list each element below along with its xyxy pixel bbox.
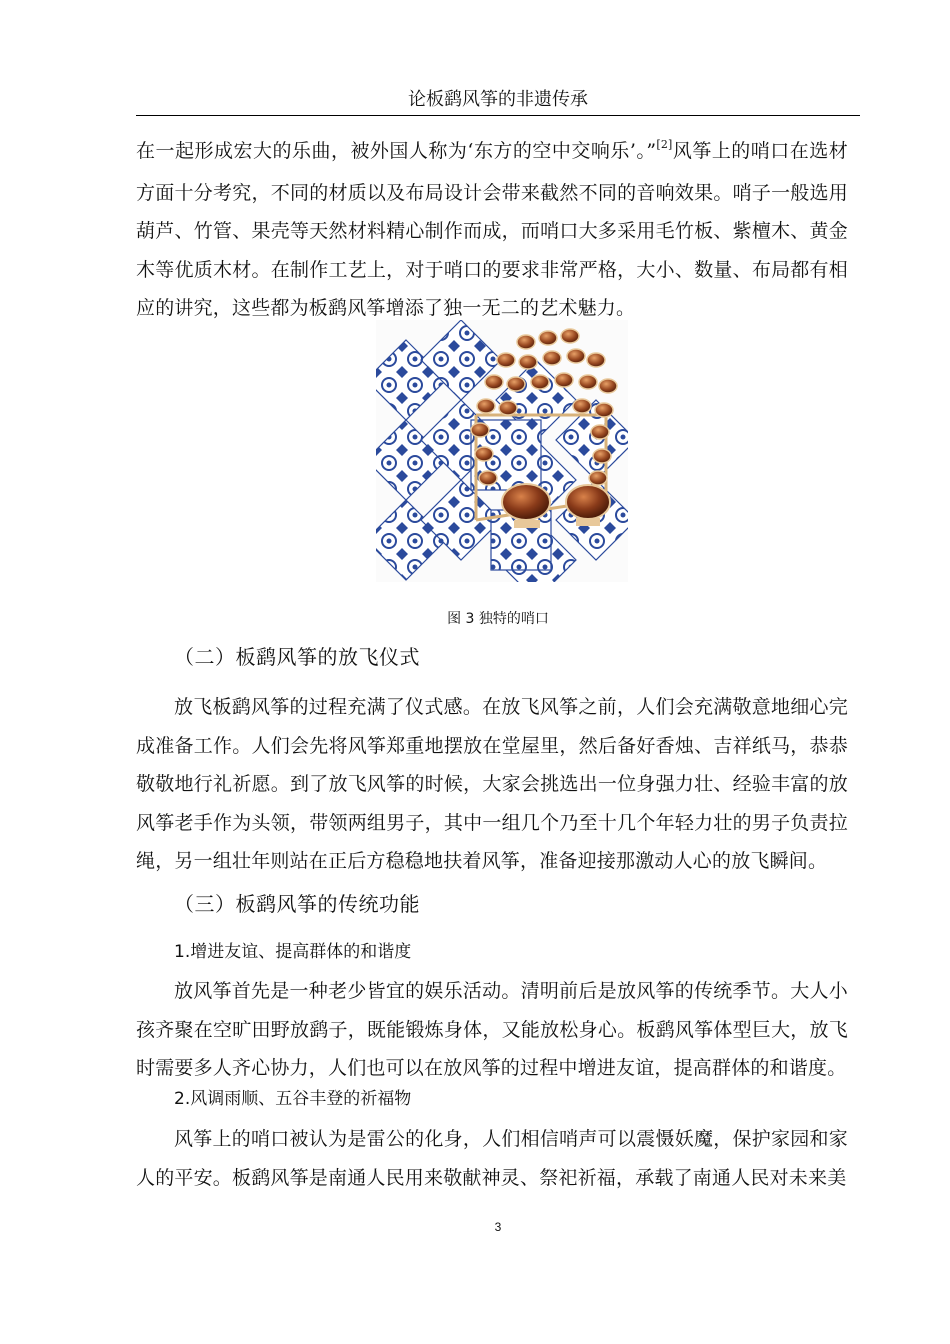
subheading-friendship: 1.增进友谊、提高群体的和谐度 — [174, 942, 412, 962]
intro-text-before-ref: 在一起形成宏大的乐曲，被外国人称为‘东方的空中交响乐’。” — [136, 140, 657, 162]
subheading-blessing: 2.风调雨顺、五谷丰登的祈福物 — [174, 1089, 412, 1109]
flight-ritual-paragraph: 放飞板鹞风筝的过程充满了仪式感。在放飞风筝之前，人们会充满敬意地细心完成准备工作。人们会先将风筝郑重地摆放在堂屋里，然后备好香烛、吉祥纸马，恭恭敬敬地行礼祈愿。到了放飞风筝的时候，大家会挑选出一位身强力壮、经验丰富的放风筝老手作为头领，带领两组男子，其中一组几个乃至十几个年轻力壮的男子负责拉绳，另一组壮年则站在正后方稳稳地扶着风筝，准备迎接那激动人心的放飞瞬间。 — [136, 696, 848, 872]
running-header-title: 论板鹞风筝的非遗传承 — [408, 89, 588, 110]
kite-whistle-photo — [376, 320, 628, 582]
header-rule — [136, 115, 860, 116]
intro-text-after-ref: 风筝上的哨口在选材方面十分考究，不同的材质以及布局设计会带来截然不同的音响效果。哨子一般选用葫芦、竹管、果壳等天然材料精心制作而成，而哨口大多采用毛竹板、紫檀木、黄金木等优质木材。在制作工艺上，对于哨口的要求非常严格，大小、数量、布局都有相应的讲究，这些都为板鹞风筝增添了独一无二的艺术魅力。 — [136, 140, 848, 319]
page-number: 3 — [494, 1220, 502, 1234]
intro-paragraph — [136, 132, 848, 328]
figure-caption: 图 3 独特的哨口 — [447, 611, 549, 627]
citation-ref[interactable]: [2] — [656, 138, 673, 151]
section-heading-flight-ritual: （二）板鹞风筝的放飞仪式 — [174, 645, 420, 669]
section-heading-traditional-functions: （三）板鹞风筝的传统功能 — [174, 892, 420, 916]
friendship-paragraph: 放风筝首先是一种老少皆宜的娱乐活动。清明前后是放风筝的传统季节。大人小孩齐聚在空旷田野放鹞子，既能锻炼身体，又能放松身心。板鹞风筝体型巨大，放飞时需要多人齐心协力，人们也可以在放风筝的过程中增进友谊，提高群体的和谐度。 — [136, 980, 848, 1079]
blessing-paragraph: 风筝上的哨口被认为是雷公的化身，人们相信哨声可以震慑妖魔，保护家园和家人的平安。板鹞风筝是南通人民用来敬献神灵、祭祀祈福，承载了南通人民对未来美 — [136, 1128, 848, 1189]
figure-kite-whistles — [376, 320, 628, 582]
